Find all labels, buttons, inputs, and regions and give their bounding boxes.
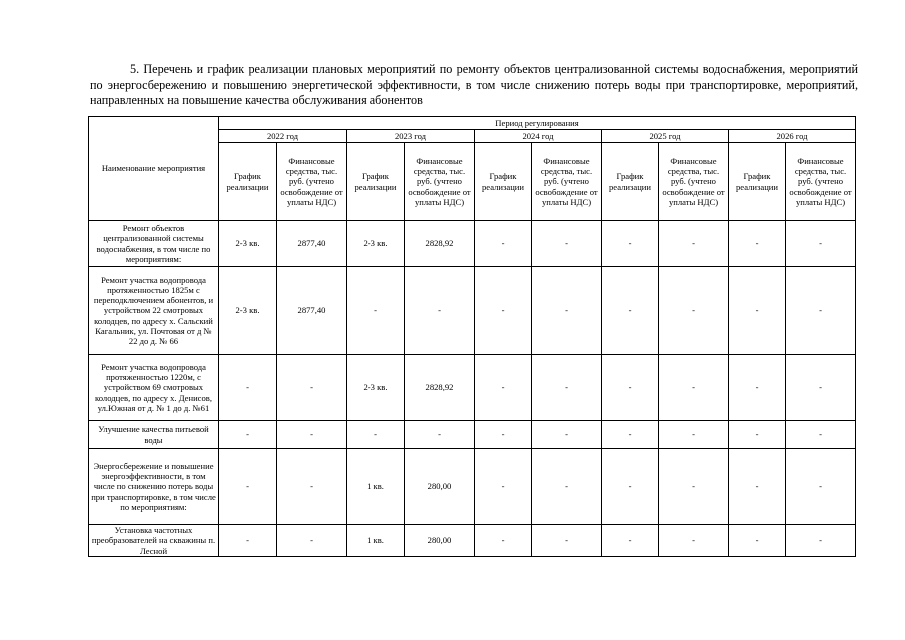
table-cell: - [602,267,659,355]
table-cell: - [475,449,532,525]
schedule-header: График реализации [475,143,532,221]
table-cell: - [532,355,602,421]
year-header: 2025 год [602,130,729,143]
table-cell: - [277,355,347,421]
table-cell: 2-3 кв. [347,221,405,267]
table-cell: 2877,40 [277,267,347,355]
table-cell: - [475,421,532,449]
row-name: Ремонт участка водопровода протяженностью 1825м с переподключением абонентов, и устройством 22 смотровых колодцев, по адресу х. Сальский Кагальник, ул. Почтовая от д № 22 до д. № 66 [89,267,219,355]
table-cell: - [347,267,405,355]
table-cell: - [729,355,786,421]
finance-header: Финансовые средства, тыс. руб. (учтено освобождение от уплаты НДС) [532,143,602,221]
section-heading [90,62,858,109]
row-name: Ремонт объектов централизованной системы водоснабжения, в том числе по мероприятиям: [89,221,219,267]
table-cell: - [659,449,729,525]
name-header: Наименование мероприятия [89,117,219,221]
year-header: 2023 год [347,130,475,143]
table-row [89,449,856,525]
table-cell: - [602,355,659,421]
period-header: Период регулирования [219,117,856,130]
year-header: 2026 год [729,130,856,143]
table-cell: - [475,355,532,421]
finance-header: Финансовые средства, тыс. руб. (учтено освобождение от уплаты НДС) [786,143,856,221]
finance-header: Финансовые средства, тыс. руб. (учтено освобождение от уплаты НДС) [659,143,729,221]
table-row [89,221,856,267]
table-row [89,421,856,449]
table-cell: - [659,421,729,449]
table-cell: - [219,421,277,449]
table-row [89,267,856,355]
table-cell: - [475,525,532,557]
table-cell: - [532,421,602,449]
table-cell: - [277,449,347,525]
table-cell: - [347,421,405,449]
year-header: 2024 год [475,130,602,143]
table-cell: - [786,525,856,557]
table-cell: - [602,421,659,449]
schedule-header: График реализации [729,143,786,221]
schedule-header: График реализации [347,143,405,221]
table-cell: 2877,40 [277,221,347,267]
table-cell: 2-3 кв. [347,355,405,421]
table-cell: - [659,355,729,421]
table-cell: - [219,449,277,525]
table-cell: - [786,421,856,449]
table-cell: - [532,221,602,267]
table-cell: - [532,525,602,557]
table-cell: - [659,221,729,267]
table-cell: 1 кв. [347,449,405,525]
table-cell: - [532,267,602,355]
finance-header: Финансовые средства, тыс. руб. (учтено освобождение от уплаты НДС) [405,143,475,221]
table-row [89,525,856,557]
table-cell: - [219,355,277,421]
schedule-header: График реализации [602,143,659,221]
table-cell: - [729,421,786,449]
table-cell: - [277,421,347,449]
table-cell: 1 кв. [347,525,405,557]
row-name: Установка частотных преобразователей на скважины п. Лесной [89,525,219,557]
row-name: Энергосбережение и повышение энергоэффективности, в том числе по снижению потерь воды при транспортировке, в том числе по мероприятиям: [89,449,219,525]
table-cell: - [786,355,856,421]
table-cell: - [405,421,475,449]
finance-header: Финансовые средства, тыс. руб. (учтено освобождение от уплаты НДС) [277,143,347,221]
table-cell: 2-3 кв. [219,221,277,267]
table-cell: - [219,525,277,557]
table-cell: - [475,221,532,267]
table-cell: - [729,525,786,557]
table-cell: - [786,449,856,525]
table-cell: - [532,449,602,525]
table-cell: - [729,449,786,525]
plan-table [88,116,856,557]
row-name: Улучшение качества питьевой воды [89,421,219,449]
table-cell: - [786,221,856,267]
table-cell: 280,00 [405,525,475,557]
table-cell: - [405,267,475,355]
table-cell: 280,00 [405,449,475,525]
table-cell: - [659,267,729,355]
table-row [89,355,856,421]
table-cell: 2-3 кв. [219,267,277,355]
table-cell: - [729,221,786,267]
heading-text: 5. Перечень и график реализации плановых мероприятий по ремонту объектов централизованной системы водоснабжения, мероприятий по энергосбережению и повышению энергетической эффективности, в том числе снижению потерь воды при транспортировке, мероприятий, направленных на повышение качества обслуживания абонентов [90,62,858,107]
table-cell: - [729,267,786,355]
table-cell: - [786,267,856,355]
table-cell: - [475,267,532,355]
table-cell: - [602,525,659,557]
table-cell: - [602,221,659,267]
table-cell: 2828,92 [405,355,475,421]
row-name: Ремонт участка водопровода протяженностью 1220м, с устройством 69 смотровых колодцев, по адресу х. Денисов, ул.Южная от д. № 1 до д. №61 [89,355,219,421]
table-cell: - [602,449,659,525]
year-header: 2022 год [219,130,347,143]
table-cell: - [659,525,729,557]
schedule-header: График реализации [219,143,277,221]
table-cell: - [277,525,347,557]
table-cell: 2828,92 [405,221,475,267]
